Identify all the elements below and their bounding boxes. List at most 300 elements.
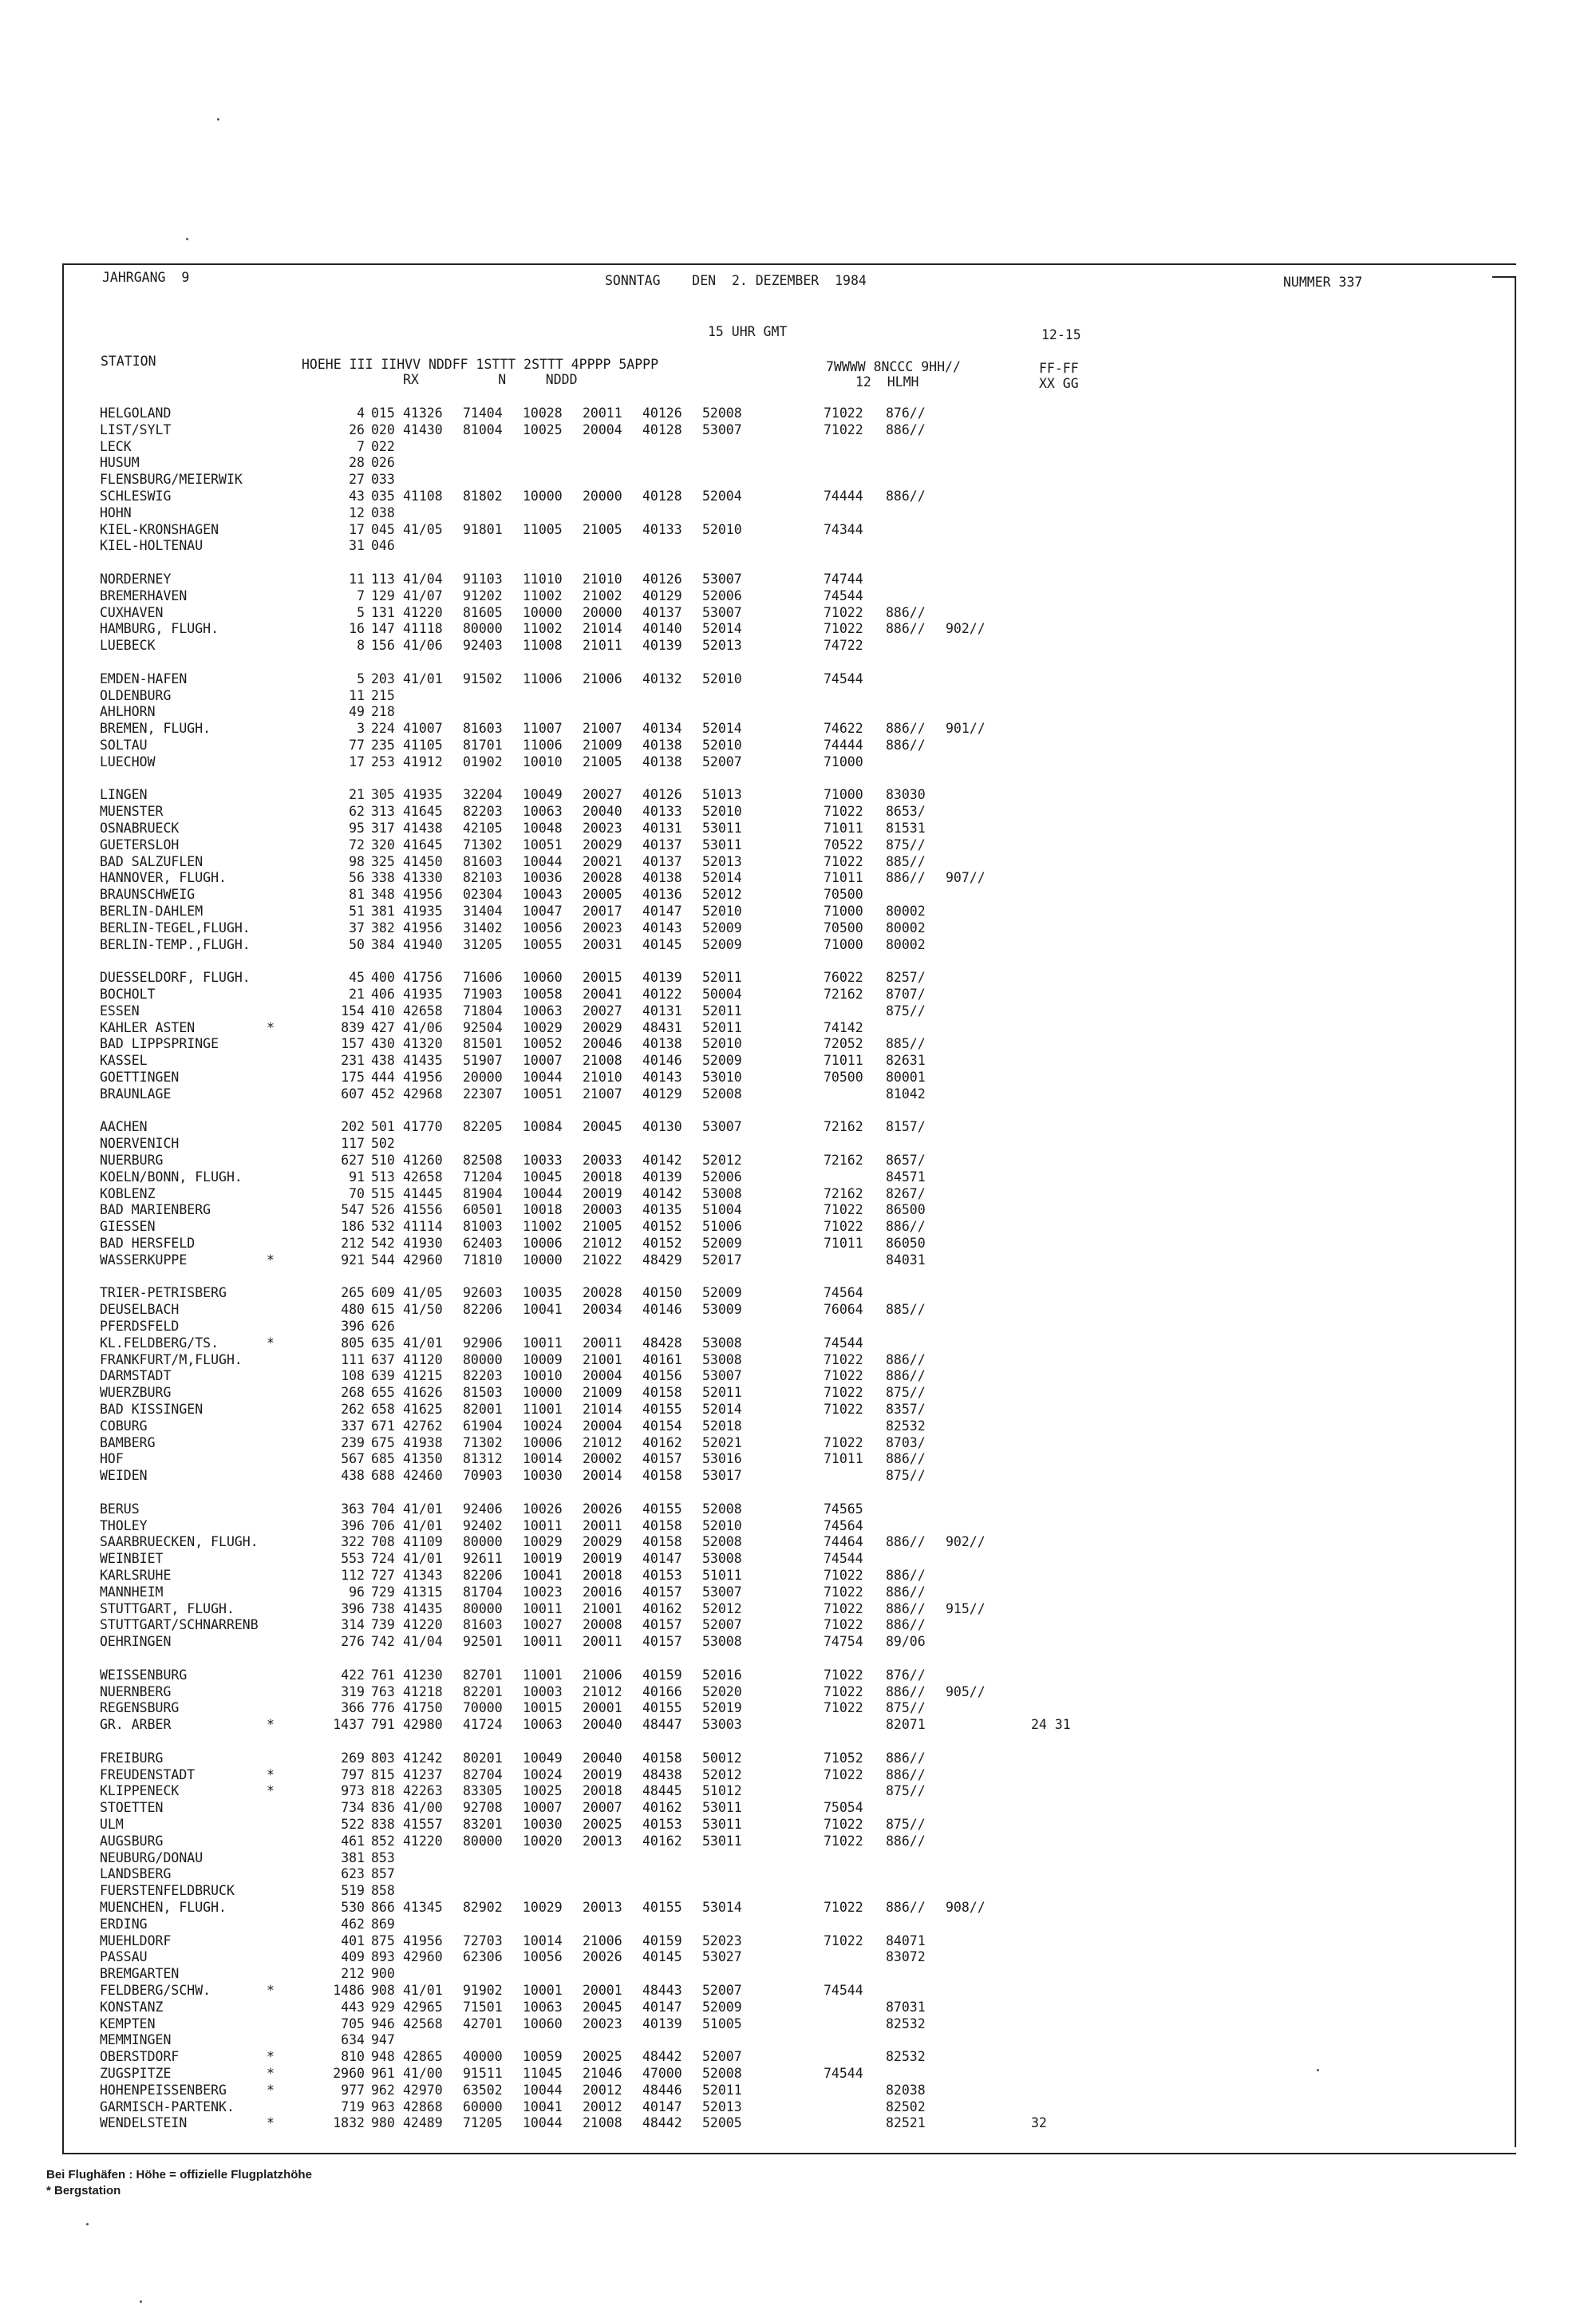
nddff-group: 32204: [463, 787, 503, 803]
cloud-group: 885//: [886, 1036, 926, 1052]
cloud-group: 83030: [886, 787, 926, 803]
station-number: 908: [371, 1983, 395, 1998]
iihvv-group: 41/01: [403, 1501, 443, 1517]
weather-group: 71011: [824, 1236, 863, 1251]
weather-group: 71022: [824, 1351, 863, 1367]
cloud-group: 886//: [886, 1600, 926, 1616]
pressure-group: 48438: [642, 1766, 682, 1782]
station-height: 49: [349, 704, 365, 720]
station-name: KIEL-KRONSHAGEN: [100, 521, 219, 537]
iihvv-group: 42658: [403, 1003, 443, 1019]
station-number: 948: [371, 2049, 395, 2065]
dewpoint-group: 20026: [583, 1949, 622, 1965]
tendency-group: 51006: [702, 1219, 742, 1235]
nddff-group: 71302: [463, 1434, 503, 1450]
cloud-group: 876//: [886, 405, 926, 421]
tendency-group: 51011: [702, 1568, 742, 1583]
station-number: 803: [371, 1750, 395, 1766]
pressure-group: 40162: [642, 1833, 682, 1849]
nddff-group: 01902: [463, 754, 503, 769]
weather-group: 71022: [824, 1817, 863, 1832]
station-name: AACHEN: [100, 1119, 148, 1135]
tendency-group: 52006: [702, 587, 742, 603]
station-name: BAD HERSFELD: [100, 1236, 196, 1251]
pressure-group: 40145: [642, 936, 682, 952]
station-name: OLDENBURG: [100, 687, 172, 703]
pressure-group: 40134: [642, 721, 682, 737]
dewpoint-group: 20001: [583, 1983, 622, 1998]
weather-group: 74565: [824, 1501, 863, 1517]
cloud-group: 82038: [886, 2082, 926, 2098]
station-height: 31: [349, 538, 365, 554]
station-number: 818: [371, 1783, 395, 1799]
station-height: 409: [341, 1949, 365, 1965]
iihvv-group: 41/01: [403, 1517, 443, 1533]
station-number: 033: [371, 472, 395, 488]
cloud-group: 886//: [886, 1351, 926, 1367]
dewpoint-group: 20015: [583, 970, 622, 986]
weather-group: 71022: [824, 1766, 863, 1782]
station-name: DEUSELBACH: [100, 1302, 180, 1318]
pressure-group: 40155: [642, 1700, 682, 1716]
pressure-group: 40133: [642, 804, 682, 820]
station-number: 739: [371, 1617, 395, 1633]
iihvv-group: 41109: [403, 1534, 443, 1550]
temperature-group: 10024: [523, 1418, 563, 1434]
dewpoint-group: 20041: [583, 987, 622, 1002]
station-number: 962: [371, 2082, 395, 2098]
nddff-group: 80201: [463, 1750, 503, 1766]
station-name: STUTTGART/SCHNARRENB: [100, 1617, 259, 1633]
station-name: WENDELSTEIN: [100, 2115, 188, 2131]
station-height: 96: [349, 1584, 365, 1600]
dewpoint-group: 20027: [583, 787, 622, 803]
temperature-group: 10044: [523, 853, 563, 869]
station-number: 869: [371, 1916, 395, 1932]
tendency-group: 52007: [702, 754, 742, 769]
iihvv-group: 41445: [403, 1185, 443, 1201]
pressure-group: 40147: [642, 904, 682, 919]
station-name: BERUS: [100, 1501, 140, 1517]
iihvv-group: 42965: [403, 1999, 443, 2015]
dewpoint-group: 20003: [583, 1202, 622, 1218]
pressure-group: 40126: [642, 405, 682, 421]
iihvv-group: 41935: [403, 787, 443, 803]
tendency-group: 51013: [702, 787, 742, 803]
tendency-group: 52010: [702, 738, 742, 753]
cloud-group: 86050: [886, 1236, 926, 1251]
nddff-group: 42105: [463, 821, 503, 836]
weather-group: 71022: [824, 1667, 863, 1683]
iihvv-group: 41770: [403, 1119, 443, 1135]
cloud-group: 8257/: [886, 970, 926, 986]
station-height: 11: [349, 572, 365, 587]
temperature-group: 10041: [523, 1302, 563, 1318]
station-height: 27: [349, 472, 365, 488]
pressure-group: 40147: [642, 1551, 682, 1567]
temperature-group: 10020: [523, 1833, 563, 1849]
station-height: 4: [357, 405, 365, 421]
tendency-group: 52012: [702, 1153, 742, 1168]
iihvv-group: 41237: [403, 1766, 443, 1782]
weather-group: 71052: [824, 1750, 863, 1766]
station-number: 147: [371, 621, 395, 637]
station-height: 17: [349, 754, 365, 769]
station-height: 634: [341, 2032, 365, 2048]
pressure-group: 48429: [642, 1252, 682, 1268]
tendency-group: 52009: [702, 1285, 742, 1301]
station-number: 688: [371, 1468, 395, 1484]
station-number: 658: [371, 1402, 395, 1417]
weather-group: 76064: [824, 1302, 863, 1318]
tendency-group: 53011: [702, 837, 742, 852]
cloud-height-group: 908//: [946, 1900, 986, 1915]
temperature-group: 11001: [523, 1667, 563, 1683]
tendency-group: 53007: [702, 1368, 742, 1384]
station-height: 111: [341, 1351, 365, 1367]
station-height: 797: [341, 1766, 365, 1782]
temperature-group: 10009: [523, 1351, 563, 1367]
temperature-group: 10026: [523, 1501, 563, 1517]
cloud-height-group: 907//: [946, 870, 986, 886]
station-height: 322: [341, 1534, 365, 1550]
weather-group: 70500: [824, 1070, 863, 1085]
tendency-group: 53008: [702, 1351, 742, 1367]
dewpoint-group: 20040: [583, 804, 622, 820]
tendency-group: 52010: [702, 804, 742, 820]
station-number: 542: [371, 1236, 395, 1251]
dewpoint-group: 20000: [583, 604, 622, 620]
temperature-group: 10052: [523, 1036, 563, 1052]
temperature-group: 10025: [523, 1783, 563, 1799]
scan-speck: [140, 2300, 142, 2303]
nddff-group: 22307: [463, 1086, 503, 1102]
weather-group: 74142: [824, 1019, 863, 1035]
temperature-group: 10049: [523, 787, 563, 803]
tendency-group: 53011: [702, 1800, 742, 1816]
table-frame-left: [62, 263, 64, 2154]
station-number: 526: [371, 1202, 395, 1218]
weather-group: 74622: [824, 721, 863, 737]
station-name: BERLIN-TEGEL,FLUGH.: [100, 920, 251, 936]
tendency-group: 51012: [702, 1783, 742, 1799]
station-name: NOERVENICH: [100, 1136, 180, 1152]
iihvv-group: 41/06: [403, 638, 443, 654]
dewpoint-group: 20000: [583, 489, 622, 504]
station-name: OBERSTDORF: [100, 2049, 180, 2065]
station-number: 708: [371, 1534, 395, 1550]
station-height: 839: [341, 1019, 365, 1035]
volume-label: JAHRGANG 9: [102, 270, 190, 285]
temperature-group: 10055: [523, 936, 563, 952]
station-number: 427: [371, 1019, 395, 1035]
temperature-group: 11006: [523, 738, 563, 753]
column-header-group-sub: 12 HLMH: [855, 374, 919, 390]
station-number: 836: [371, 1800, 395, 1816]
pressure-group: 48447: [642, 1717, 682, 1733]
temperature-group: 10048: [523, 821, 563, 836]
pressure-group: 48431: [642, 1019, 682, 1035]
station-height: 461: [341, 1833, 365, 1849]
iihvv-group: 41108: [403, 489, 443, 504]
temperature-group: 10000: [523, 1252, 563, 1268]
tendency-group: 53007: [702, 421, 742, 437]
station-number: 626: [371, 1319, 395, 1334]
station-height: 977: [341, 2082, 365, 2098]
nddff-group: 81312: [463, 1451, 503, 1467]
station-name: AHLHORN: [100, 704, 156, 720]
cloud-group: 83072: [886, 1949, 926, 1965]
station-height: 381: [341, 1849, 365, 1865]
nddff-group: 91801: [463, 521, 503, 537]
cloud-group: 886//: [886, 1568, 926, 1583]
station-height: 276: [341, 1634, 365, 1650]
station-name: HOHENPEISSENBERG: [100, 2082, 227, 2098]
station-name: EMDEN-HAFEN: [100, 670, 188, 686]
station-name: HELGOLAND: [100, 405, 172, 421]
station-name: WEISSENBURG: [100, 1667, 188, 1683]
weather-group: 74444: [824, 738, 863, 753]
temperature-group: 10000: [523, 604, 563, 620]
dewpoint-group: 21008: [583, 2115, 622, 2131]
station-number: 325: [371, 853, 395, 869]
station-height: 231: [341, 1053, 365, 1069]
mountain-station-mark: *: [267, 1335, 275, 1351]
station-height: 519: [341, 1883, 365, 1899]
station-name: LINGEN: [100, 787, 148, 803]
station-height: 319: [341, 1683, 365, 1699]
cloud-group: 87031: [886, 1999, 926, 2015]
station-name: MUENSTER: [100, 804, 164, 820]
report-number: NUMMER 337: [1283, 275, 1363, 290]
pressure-group: 40158: [642, 1534, 682, 1550]
weather-group: 74544: [824, 670, 863, 686]
temperature-group: 11010: [523, 572, 563, 587]
station-name: KONSTANZ: [100, 1999, 164, 2015]
temperature-group: 10059: [523, 2049, 563, 2065]
station-name: ERDING: [100, 1916, 148, 1932]
station-name: TRIER-PETRISBERG: [100, 1285, 227, 1301]
nddff-group: 91511: [463, 2066, 503, 2081]
temperature-group: 10015: [523, 1700, 563, 1716]
tendency-group: 53027: [702, 1949, 742, 1965]
station-height: 11: [349, 687, 365, 703]
nddff-group: 81004: [463, 421, 503, 437]
nddff-group: 92906: [463, 1335, 503, 1351]
dewpoint-group: 20019: [583, 1551, 622, 1567]
mountain-station-mark: *: [267, 1717, 275, 1733]
station-number: 444: [371, 1070, 395, 1085]
iihvv-group: 41120: [403, 1351, 443, 1367]
iihvv-group: 42980: [403, 1717, 443, 1733]
temperature-group: 10029: [523, 1900, 563, 1915]
pressure-group: 40150: [642, 1285, 682, 1301]
station-number: 961: [371, 2066, 395, 2081]
tendency-group: 52007: [702, 1617, 742, 1633]
station-height: 157: [341, 1036, 365, 1052]
pressure-group: 40146: [642, 1053, 682, 1069]
tendency-group: 51005: [702, 2015, 742, 2031]
tendency-group: 52004: [702, 489, 742, 504]
nddff-group: 82508: [463, 1153, 503, 1168]
nddff-group: 61904: [463, 1418, 503, 1434]
nddff-group: 91202: [463, 587, 503, 603]
station-height: 45: [349, 970, 365, 986]
cloud-group: 875//: [886, 1817, 926, 1832]
station-height: 553: [341, 1551, 365, 1567]
dewpoint-group: 21011: [583, 638, 622, 654]
weather-group: 71000: [824, 904, 863, 919]
iihvv-group: 41/05: [403, 521, 443, 537]
pressure-group: 40132: [642, 670, 682, 686]
pressure-group: 40129: [642, 587, 682, 603]
temperature-group: 10060: [523, 970, 563, 986]
weather-group: 71022: [824, 1219, 863, 1235]
dewpoint-group: 20011: [583, 1335, 622, 1351]
station-height: 8: [357, 638, 365, 654]
station-height: 17: [349, 521, 365, 537]
tendency-group: 52009: [702, 920, 742, 936]
pressure-group: 48428: [642, 1335, 682, 1351]
iihvv-group: 42865: [403, 2049, 443, 2065]
nddff-group: 42701: [463, 2015, 503, 2031]
station-name: HOF: [100, 1451, 124, 1467]
iihvv-group: 42568: [403, 2015, 443, 2031]
station-number: 235: [371, 738, 395, 753]
dewpoint-group: 21012: [583, 1434, 622, 1450]
iihvv-group: 41935: [403, 904, 443, 919]
station-height: 462: [341, 1916, 365, 1932]
temperature-group: 10007: [523, 1053, 563, 1069]
weather-group: 74564: [824, 1517, 863, 1533]
tendency-group: 52010: [702, 670, 742, 686]
tendency-group: 52008: [702, 405, 742, 421]
dewpoint-group: 20017: [583, 904, 622, 919]
tendency-group: 52005: [702, 2115, 742, 2131]
iihvv-group: 41/50: [403, 1302, 443, 1318]
temperature-group: 10041: [523, 1568, 563, 1583]
nddff-group: 83305: [463, 1783, 503, 1799]
column-header-codes-sub: RX N NDDD: [403, 372, 578, 387]
nddff-group: 92406: [463, 1501, 503, 1517]
station-height: 77: [349, 738, 365, 753]
tendency-group: 52013: [702, 2098, 742, 2114]
station-number: 215: [371, 687, 395, 703]
station-name: KOELN/BONN, FLUGH.: [100, 1169, 243, 1185]
tendency-group: 53008: [702, 1551, 742, 1567]
temperature-group: 10044: [523, 2115, 563, 2131]
pressure-group: 40131: [642, 821, 682, 836]
iihvv-group: 41105: [403, 738, 443, 753]
station-number: 635: [371, 1335, 395, 1351]
station-name: COBURG: [100, 1418, 148, 1434]
station-number: 671: [371, 1418, 395, 1434]
station-number: 929: [371, 1999, 395, 2015]
tendency-group: 52013: [702, 853, 742, 869]
station-number: 022: [371, 438, 395, 454]
cloud-group: 80002: [886, 936, 926, 952]
dewpoint-group: 20007: [583, 1800, 622, 1816]
station-name: REGENSBURG: [100, 1700, 180, 1716]
weather-group: 71022: [824, 1833, 863, 1849]
dewpoint-group: 20013: [583, 1833, 622, 1849]
station-number: 532: [371, 1219, 395, 1235]
dewpoint-group: 20028: [583, 870, 622, 886]
footnote-airport: Bei Flughäfen : Höhe = offizielle Flugplatzhöhe: [46, 2168, 312, 2182]
temperature-group: 10045: [523, 1169, 563, 1185]
weather-group: 71022: [824, 804, 863, 820]
nddff-group: 82902: [463, 1900, 503, 1915]
temperature-group: 10025: [523, 421, 563, 437]
pressure-group: 40158: [642, 1750, 682, 1766]
pressure-group: 48442: [642, 2115, 682, 2131]
station-height: 95: [349, 821, 365, 836]
weather-group: 72162: [824, 987, 863, 1002]
dewpoint-group: 21001: [583, 1351, 622, 1367]
iihvv-group: 41935: [403, 987, 443, 1002]
tendency-group: 52019: [702, 1700, 742, 1716]
station-name: ULM: [100, 1817, 124, 1832]
station-height: 973: [341, 1783, 365, 1799]
cloud-group: 886//: [886, 1451, 926, 1467]
nddff-group: 82701: [463, 1667, 503, 1683]
weather-group: 71022: [824, 1584, 863, 1600]
station-name: BERLIN-DAHLEM: [100, 904, 203, 919]
temperature-group: 10029: [523, 1534, 563, 1550]
nddff-group: 31404: [463, 904, 503, 919]
weather-group: 72052: [824, 1036, 863, 1052]
table-frame-corner: [1492, 276, 1516, 278]
dewpoint-group: 20027: [583, 1003, 622, 1019]
iihvv-group: 41956: [403, 887, 443, 903]
nddff-group: 82206: [463, 1568, 503, 1583]
tendency-group: 52011: [702, 2082, 742, 2098]
station-height: 921: [341, 1252, 365, 1268]
nddff-group: 82704: [463, 1766, 503, 1782]
iihvv-group: 42762: [403, 1418, 443, 1434]
cloud-group: 8703/: [886, 1434, 926, 1450]
temperature-group: 10056: [523, 920, 563, 936]
pressure-group: 40142: [642, 1185, 682, 1201]
nddff-group: 31205: [463, 936, 503, 952]
dewpoint-group: 20023: [583, 2015, 622, 2031]
station-number: 406: [371, 987, 395, 1002]
iihvv-group: 41215: [403, 1368, 443, 1384]
iihvv-group: 41/01: [403, 1335, 443, 1351]
station-height: 70: [349, 1185, 365, 1201]
station-height: 26: [349, 421, 365, 437]
station-height: 810: [341, 2049, 365, 2065]
tendency-group: 53008: [702, 1185, 742, 1201]
station-name: NEUBURG/DONAU: [100, 1849, 203, 1865]
station-number: 963: [371, 2098, 395, 2114]
iihvv-group: 41956: [403, 1070, 443, 1085]
station-name: BERLIN-TEMP.,FLUGH.: [100, 936, 251, 952]
dewpoint-group: 21006: [583, 1667, 622, 1683]
iihvv-group: 41320: [403, 1036, 443, 1052]
station-number: 838: [371, 1817, 395, 1832]
temperature-group: 10063: [523, 804, 563, 820]
temperature-group: 10029: [523, 1019, 563, 1035]
nddff-group: 91103: [463, 572, 503, 587]
dewpoint-group: 20021: [583, 853, 622, 869]
dewpoint-group: 20046: [583, 1036, 622, 1052]
pressure-group: 40154: [642, 1418, 682, 1434]
weather-group: 71022: [824, 621, 863, 637]
dewpoint-group: 20012: [583, 2098, 622, 2114]
station-number: 384: [371, 936, 395, 952]
temperature-group: 10011: [523, 1600, 563, 1616]
